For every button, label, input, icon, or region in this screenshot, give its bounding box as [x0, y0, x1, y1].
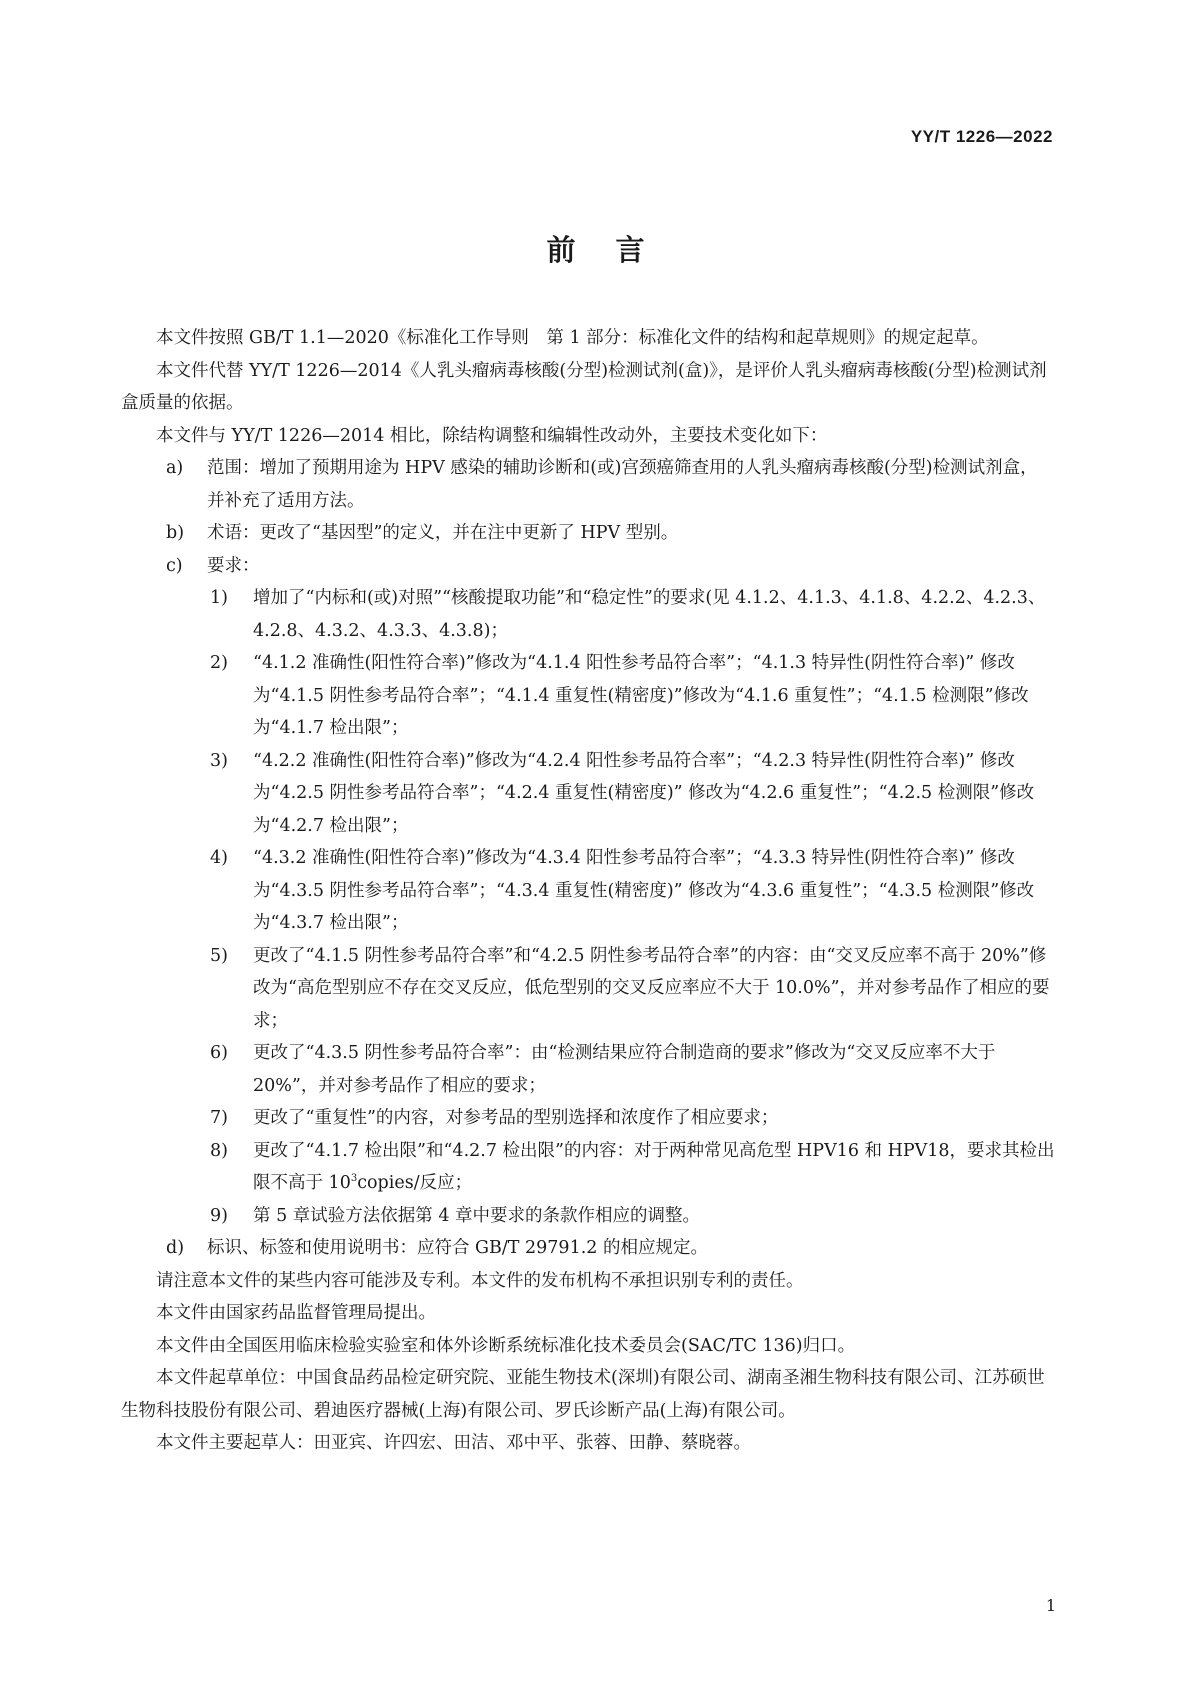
list-text: 术语：更改了“基因型”的定义，并在注中更新了 HPV 型别。: [207, 523, 679, 543]
list-item: [121, 452, 1055, 517]
sub-list-label: 6): [210, 1043, 228, 1063]
sub-list-label: 9): [210, 1205, 228, 1226]
sub-list-text: “4.2.2 准确性(阳性符合率)”修改为“4.2.4 阳性参考品符合率”；“4.2.3 特异性(阴性符合率)” 修改为“4.2.5 阴性参考品符合率”；“4.2.4 重复性(精密度)” 修改为“4.2.6 重复性”；“4.2.5 检测限”修改为“4.2.7 检出限”；: [253, 750, 1035, 836]
sub-list-text-tail: copies/反应；: [357, 1173, 473, 1193]
sub-list-item: [121, 1102, 1055, 1135]
sub-list-label: 1): [210, 588, 228, 608]
sub-list-text: “4.1.2 准确性(阳性符合率)”修改为“4.1.4 阳性参考品符合率”；“4.1.3 特异性(阴性符合率)” 修改为“4.1.5 阴性参考品符合率”；“4.1.4 重复性(精密度)”修改为“4.1.6 重复性”；“4.1.5 检测限”修改为“4.1.7 检出限”；: [253, 653, 1029, 738]
paragraph: 本文件起草单位：中国食品药品检定研究院、亚能生物技术(深圳)有限公司、湖南圣湘生物科技有限公司、江苏硕世生物科技股份有限公司、碧迪医疗器械(上海)有限公司、罗氏诊断产品(上海)有限公司。: [121, 1368, 1045, 1421]
paragraph: 请注意本文件的某些内容可能涉及专利。本文件的发布机构不承担识别专利的责任。: [156, 1270, 804, 1291]
list-text: 要求：: [207, 555, 260, 576]
sub-list-label: 2): [210, 653, 228, 673]
page-number: 1: [1045, 1596, 1056, 1615]
sub-list-label: 4): [210, 848, 228, 868]
sub-list-label: 7): [210, 1108, 228, 1128]
standard-code: YY/T 1226—2022: [910, 127, 1053, 146]
list-item: [121, 1232, 1055, 1265]
sub-list-label: 3): [210, 750, 228, 771]
paragraph: 本文件主要起草人：田亚宾、许四宏、田洁、邓中平、张蓉、田静、蔡晓蓉。: [156, 1433, 751, 1453]
list-item: [121, 517, 1055, 550]
document-body: [121, 322, 1055, 1460]
list-text: 标识、标签和使用说明书：应符合 GB/T 29791.2 的相应规定。: [207, 1238, 708, 1258]
page-title: 前言: [546, 233, 685, 267]
sub-list-item: [121, 1135, 1055, 1200]
sub-list-item: [121, 842, 1055, 940]
list-label: c): [166, 555, 183, 576]
sub-list-text: 更改了“4.1.5 阴性参考品符合率”和“4.2.5 阴性参考品符合率”的内容：由“交叉反应率不高于 20%”修改为“高危型别应不存在交叉反应，低危型别的交叉反应率应不大于 10.0%”，并对参考品作了相应的要求；: [253, 945, 1050, 1031]
list-text: 范围：增加了预期用途为 HPV 感染的辅助诊断和(或)宫颈癌筛查用的人乳头瘤病毒核酸(分型)检测试剂盒，并补充了适用方法。: [207, 458, 1038, 511]
sub-list-text: 增加了“内标和(或)对照”“核酸提取功能”和“稳定性”的要求(见 4.1.2、4.1.3、4.1.8、4.2.2、4.2.3、4.2.8、4.3.2、4.3.3、4.3.8)；: [253, 588, 1046, 641]
sub-list-item: [121, 647, 1055, 745]
sub-list-label: 8): [210, 1140, 228, 1161]
sub-list-item: [121, 940, 1055, 1038]
paragraph: 本文件由国家药品监督管理局提出。: [156, 1303, 436, 1323]
paragraph: 本文件按照 GB/T 1.1—2020《标准化工作导则 第 1 部分：标准化文件的结构和起草规则》的规定起草。: [156, 328, 989, 348]
sub-list-item: [121, 1200, 1055, 1233]
sub-list-text: 第 5 章试验方法依据第 4 章中要求的条款作相应的调整。: [253, 1205, 701, 1226]
list-label: a): [166, 458, 184, 478]
sub-list-text: 更改了“4.1.7 检出限”和“4.2.7 检出限”的内容：对于两种常见高危型 HPV16 和 HPV18，要求其检出限不高于 10: [253, 1140, 1055, 1193]
sub-list-item: [121, 582, 1055, 647]
paragraph: 本文件与 YY/T 1226—2014 相比，除结构调整和编辑性改动外，主要技术变化如下：: [156, 425, 828, 446]
sub-list-text: 更改了“4.3.5 阴性参考品符合率”：由“检测结果应符合制造商的要求”修改为“交叉反应率不大于 20%”，并对参考品作了相应的要求；: [253, 1043, 996, 1096]
sub-list-item: [121, 1037, 1055, 1102]
sub-list-item: [121, 745, 1055, 843]
sub-list-text: 更改了“重复性”的内容，对参考品的型别选择和浓度作了相应要求；: [253, 1108, 779, 1128]
list-item: [121, 550, 1055, 583]
superscript-exponent: 3: [350, 1173, 358, 1185]
list-label: d): [166, 1238, 185, 1258]
paragraph: 本文件代替 YY/T 1226—2014《人乳头瘤病毒核酸(分型)检测试剂(盒)》，是评价人乳头瘤病毒核酸(分型)检测试剂盒质量的依据。: [121, 360, 1047, 413]
sub-list-text: “4.3.2 准确性(阳性符合率)”修改为“4.3.4 阳性参考品符合率”；“4.3.3 特异性(阴性符合率)” 修改为“4.3.5 阴性参考品符合率”；“4.3.4 重复性(精密度)” 修改为“4.3.6 重复性”；“4.3.5 检测限”修改为“4.3.7 检出限”；: [253, 848, 1035, 933]
paragraph: 本文件由全国医用临床检验实验室和体外诊断系统标准化技术委员会(SAC/TC 136)归口。: [156, 1335, 856, 1356]
sub-list-label: 5): [210, 945, 228, 966]
list-label: b): [166, 523, 185, 543]
